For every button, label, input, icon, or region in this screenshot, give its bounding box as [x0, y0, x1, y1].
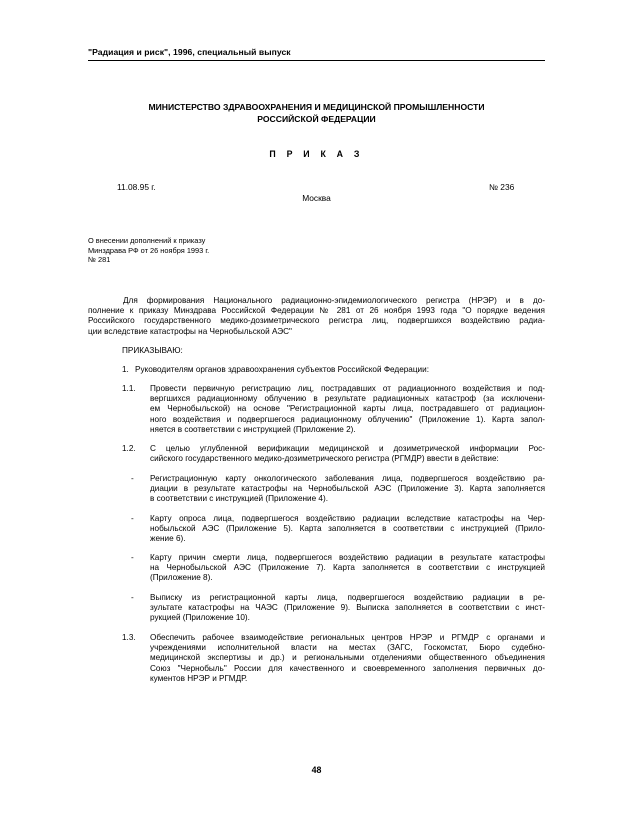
- preamble-line: полнение к приказу Минздрава Российской Федерации № 281 от 26 ноября 1993 года "О порядке ведения: [88, 306, 545, 316]
- item-1-2-number: 1.2.: [122, 444, 136, 453]
- subject-line: О внесении дополнений к приказу: [88, 236, 206, 245]
- document-number: № 236: [489, 182, 515, 192]
- running-header: "Радиация и риск", 1996, специальный выпуск: [88, 47, 291, 57]
- item-line: сийского государственного медико-дозиметрического регистра (РГМДР) ввести в действие:: [150, 454, 499, 464]
- item-line: Регистрационную карту онкологического заболевания лица, подвергшегося воздействию ра-: [150, 474, 545, 483]
- item-line: няется в соответствии с инструкцией (Приложение 2).: [150, 424, 356, 434]
- item-line: на Чернобыльской АЭС (Приложение 7). Карта заполняется в соответствии с инструкцией: [150, 563, 545, 573]
- item-1-text: Руководителям органов здравоохранения субъектов Российской Федерации:: [135, 365, 429, 374]
- item-line: Выписку из регистрационной карты лица, подвергшегося воздействию радиации в ре-: [150, 593, 545, 602]
- subject-line: Минздрава РФ от 26 ноября 1993 г.: [88, 245, 210, 255]
- ministry-line-1: МИНИСТЕРСТВО ЗДРАВООХРАНЕНИЯ И МЕДИЦИНСКОЙ ПРОМЫШЛЕННОСТИ: [148, 102, 485, 112]
- item-line: учреждениями исполнительной власти на местах (ЗАГС, Госкомстат, Бюро судебно-: [150, 643, 545, 653]
- ministry-heading: [88, 101, 545, 125]
- preamble-line: ции вследствие катастрофы на Чернобыльской АЭС": [88, 326, 292, 336]
- item-line: жение 6).: [150, 534, 186, 544]
- bullet-dash: -: [131, 474, 134, 483]
- registration-card-item: [150, 474, 545, 505]
- survey-card-item: [150, 514, 545, 545]
- extract-item: [150, 593, 545, 624]
- document-date: 11.08.95 г.: [117, 182, 156, 192]
- preamble-line: Для формирования Национального радиационно-эпидемиологического регистра (НРЭР) и в до-: [123, 296, 545, 305]
- item-1-3-number: 1.3.: [122, 633, 136, 642]
- bullet-dash: -: [131, 593, 134, 602]
- ministry-line-2: РОССИЙСКОЙ ФЕДЕРАЦИИ: [257, 114, 376, 124]
- decree-word: ПРИКАЗЫВАЮ:: [122, 346, 183, 355]
- preamble-paragraph: [88, 296, 545, 337]
- item-line: медицинской экспертизы и др.) и региональными отделениями общественного объединения: [150, 653, 545, 663]
- item-line: Союз "Чернобыль" России для качественного и своевременного заполнения первичных до-: [150, 663, 545, 673]
- item-line: кументов НРЭР и РГМДР.: [150, 673, 248, 683]
- bullet-dash: -: [131, 553, 134, 562]
- item-1-number: 1.: [122, 365, 129, 374]
- subject-block: [88, 236, 209, 265]
- page-number: 48: [311, 765, 322, 775]
- document-city: Москва: [302, 193, 331, 203]
- item-line: ного воздействия и подвергшегося радиационному облучению" (Приложение 1). Карта запол-: [150, 414, 545, 424]
- item-line: вергшихся радиационному облучению в результате радиационных катастроф (за исключени-: [150, 394, 545, 404]
- preamble-line: Российского государственного медико-дозиметрического регистра лиц, подвергшихся воздействию радиа-: [88, 316, 545, 326]
- item-line: диации в результате катастрофы на Чернобыльской АЭС (Приложение 3). Карта заполняется: [150, 484, 545, 494]
- item-1-3-text: [150, 633, 545, 684]
- bullet-dash: -: [131, 514, 134, 523]
- item-line: Обеспечить рабочее взаимодействие региональных центров НРЭР и РГМДР с органами и: [150, 633, 545, 642]
- header-rule: [88, 60, 545, 61]
- item-line: Провести первичную регистрацию лиц, пострадавших от радиационного воздействия и под-: [150, 384, 545, 393]
- item-line: в соответствии с инструкцией (Приложение 4).: [150, 494, 328, 504]
- subject-line: № 281: [88, 255, 111, 265]
- item-line: С целью углубленной верификации медицинской и дозиметрической информации Рос-: [150, 444, 545, 453]
- item-line: (Приложение 8).: [150, 573, 213, 583]
- document-type: П Р И К А З: [269, 149, 364, 159]
- item-line: Карту опроса лица, подвергшегося воздействию радиации вследствие катастрофы на Чер-: [150, 514, 545, 523]
- item-line: нобыльской АЭС (Приложение 5). Карта заполняется в соответствии с инструкцией (Прило-: [150, 524, 545, 534]
- item-line: рукцией (Приложение 10).: [150, 613, 250, 623]
- death-causes-card-item: [150, 553, 545, 584]
- item-1-1-number: 1.1.: [122, 384, 136, 393]
- item-line: зультате катастрофы на ЧАЭС (Приложение 9). Выписка заполняется в соответствии с инст-: [150, 603, 545, 613]
- item-1-2-text: [150, 444, 545, 464]
- item-line: Карту причин смерти лица, подвергшегося воздействию радиации в результате катастрофы: [150, 553, 545, 562]
- item-1-1-text: [150, 384, 545, 435]
- item-line: ем Чернобыльской) на основе "Регистрационной карты лица, пострадавшего от радиацион-: [150, 404, 545, 414]
